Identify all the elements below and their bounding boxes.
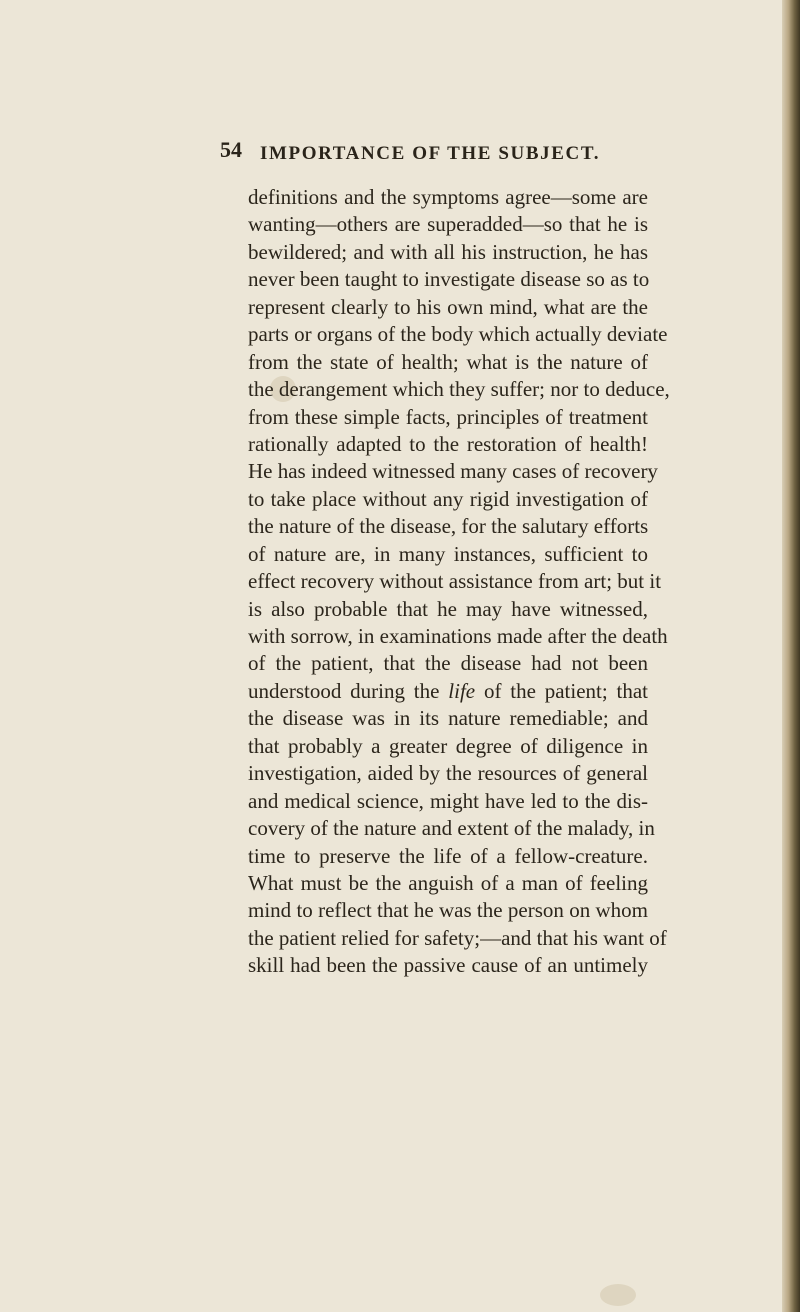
text-line: from the state of health; what is the nature of <box>248 349 648 374</box>
page-number: 54 <box>220 137 242 162</box>
text-line: wanting—others are superadded—so that he is <box>248 212 648 237</box>
text-line: the patient relied for safety;—and that his want of <box>248 925 667 950</box>
text-line: the derangement which they suffer; nor to deduce, <box>248 377 670 402</box>
text-line: effect recovery without assistance from art; but it <box>248 569 662 594</box>
text-line: is also probable that he may have witnessed, <box>248 596 648 621</box>
text-line-with-italic <box>248 678 648 705</box>
text-line: never been taught to investigate disease so as to <box>248 267 650 292</box>
paper-stain <box>600 1284 636 1306</box>
text-line: with sorrow, in examinations made after the death <box>248 624 668 648</box>
text-fragment: understood during the <box>248 678 440 703</box>
text-line: of the patient, that the disease had not been <box>248 651 648 676</box>
text-line: represent clearly to his own mind, what are the <box>248 294 648 319</box>
text-line: mind to reflect that he was the person on whom <box>248 898 648 923</box>
text-line: the disease was in its nature remediable; and <box>248 706 648 731</box>
text-line: of nature are, in many instances, sufficient to <box>248 541 648 566</box>
text-line: to take place without any rigid investigation of <box>248 486 648 511</box>
page-header <box>220 137 644 169</box>
text-line: from these simple facts, principles of treatment <box>248 404 648 429</box>
text-line: time to preserve the life of a fellow-creature. <box>248 843 648 868</box>
body-text <box>248 184 670 980</box>
page-edge-shadow <box>782 0 800 1312</box>
text-line: that probably a greater degree of diligence in <box>248 733 648 758</box>
text-line: What must be the anguish of a man of feeling <box>248 870 648 895</box>
text-line: skill had been the passive cause of an untimely <box>248 953 648 978</box>
text-line: bewildered; and with all his instruction, he has <box>248 239 648 264</box>
text-line: parts or organs of the body which actually deviate <box>248 322 668 347</box>
text-line: He has indeed witnessed many cases of recovery <box>248 459 658 484</box>
text-line: investigation, aided by the resources of general <box>248 761 648 786</box>
text-line: the nature of the disease, for the salutary efforts <box>248 514 649 539</box>
text-line: and medical science, might have led to the dis- <box>248 788 648 813</box>
text-line: rationally adapted to the restoration of health! <box>248 431 648 456</box>
running-title: IMPORTANCE OF THE SUBJECT. <box>260 143 601 164</box>
text-line: definitions and the symptoms agree—some are <box>248 185 648 209</box>
italic-word: life <box>448 678 476 703</box>
text-fragment: of the patient; that <box>483 678 649 703</box>
text-line: covery of the nature and extent of the malady, in <box>248 816 655 841</box>
